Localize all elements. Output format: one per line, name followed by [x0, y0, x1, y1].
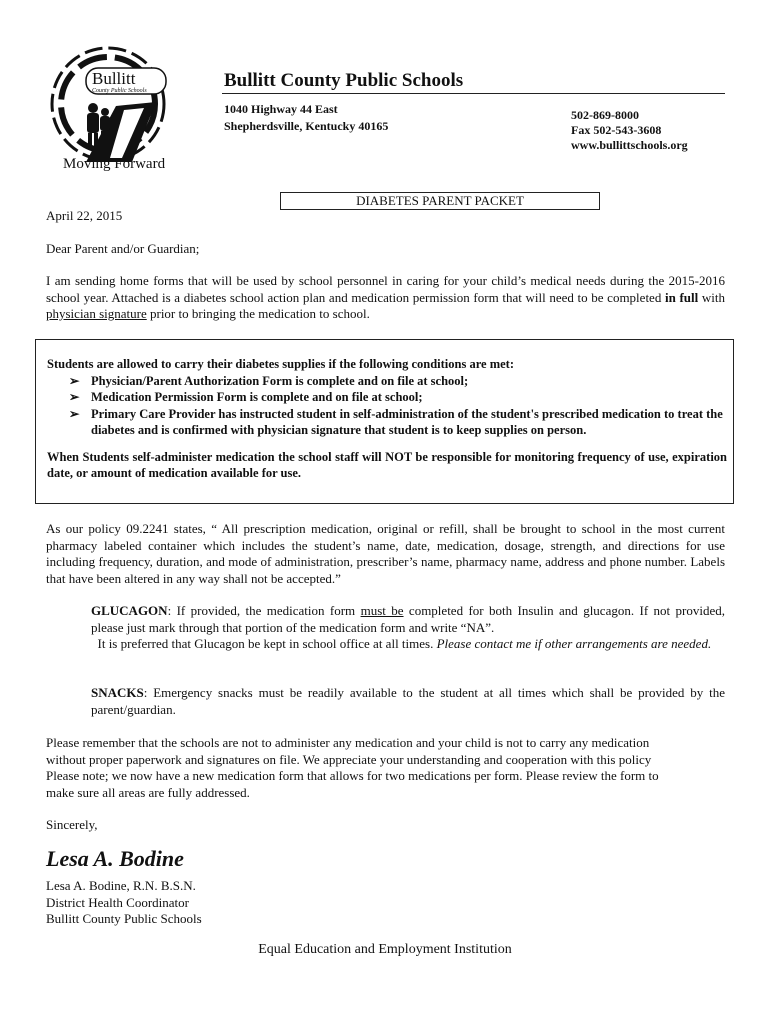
conditions [47, 356, 727, 482]
district-logo [46, 44, 176, 164]
arrow-bullet-icon: ➢ [69, 390, 80, 404]
glucagon-paragraph: GLUCAGON: If provided, the medication form must be completed for both Insulin and glucagon. If not provided, please just mark through that portion of the medication form and write “NA”. It is preferred that Glucagon be kept in school office at all times. Please contact me if other arrangements are needed. [91, 603, 726, 651]
arrow-bullet-icon: ➢ [69, 373, 80, 388]
address-line2: Shepherdsville, Kentucky 40165 [224, 119, 389, 133]
signature-block [46, 878, 202, 928]
self-administer-note: When Students self-administer medication the school staff will NOT be responsible for monitoring frequency of use, expiration date, or amount of medication available for use. [47, 449, 727, 480]
signer-title: District Health Coordinator [46, 894, 189, 910]
letter-date: April 22, 2015 [46, 208, 123, 223]
list-item: ➢ Physician/Parent Authorization Form is complete and on file at school; [69, 373, 469, 388]
contact-info [571, 108, 688, 153]
footer: Equal Education and Employment Institution [258, 942, 512, 957]
salutation: Dear Parent and/or Guardian; [46, 241, 200, 256]
policy-paragraph: As our policy 09.2241 states, “ All prescription medication, original or refill, shall be brought to school in the most current pharmacy labeled container which includes the student’s name, date, medication, dosage, strength, and directions for use including frequency, duration, and mode of administration, prescriber’s name, pharmacy name, address and phone number. Labels that have been altered in any way shall not be accepted.” [46, 521, 725, 586]
list-item: ➢ Medication Permission Form is complete and on file at school; [69, 390, 423, 404]
header-rule [222, 93, 725, 94]
packet-title: DIABETES PARENT PACKET [280, 192, 600, 210]
org-title: Bullitt County Public Schools [224, 70, 464, 91]
signer-org: Bullitt County Public Schools [46, 911, 202, 926]
closing-paragraph: Please remember that the schools are not to administer any medication and your child is not to carry any medication without proper paperwork and signatures on file. We appreciate your understanding and cooperation with this policy Please note; we now have a new medication form that allows for two medications per form. Please review the form to make sure all areas are fully addressed. [46, 735, 659, 800]
signer-name: Lesa A. Bodine, R.N. B.S.N. [46, 878, 196, 893]
list-item: ➢ Primary Care Provider has instructed student in self-administration of the student's prescribed medication to treat the diabetes and is confirmed with physician signature that student is to keep supplies on person. [69, 406, 723, 437]
logo-text: Bullitt [92, 69, 136, 88]
signature-script: Lesa A. Bodine [46, 846, 184, 871]
arrow-bullet-icon: ➢ [69, 406, 80, 421]
intro-paragraph: I am sending home forms that will be used by school personnel in caring for your child’s medical needs during the 2015-2016 school year. Attached is a diabetes school action plan and medication permission form that will need to be completed in full with physician signature prior to bringing the medication to school. [46, 273, 725, 321]
fax: Fax 502-543-3608 [571, 123, 662, 137]
sincerely: Sincerely, [46, 817, 98, 832]
address [224, 101, 388, 135]
address-line1: 1040 Highway 44 East [224, 102, 338, 116]
logo-subtext: County Public Schools [92, 88, 147, 94]
motto: Moving Forward [63, 156, 166, 172]
snacks-paragraph: SNACKS: Emergency snacks must be readily available to the student at all times which shall be provided by the parent/guardian. [91, 685, 725, 717]
phone: 502-869-8000 [571, 108, 639, 122]
conditions-heading: Students are allowed to carry their diabetes supplies if the following conditions are met: [47, 357, 514, 371]
conditions-list [47, 373, 727, 439]
website: www.bullittschools.org [571, 138, 688, 152]
